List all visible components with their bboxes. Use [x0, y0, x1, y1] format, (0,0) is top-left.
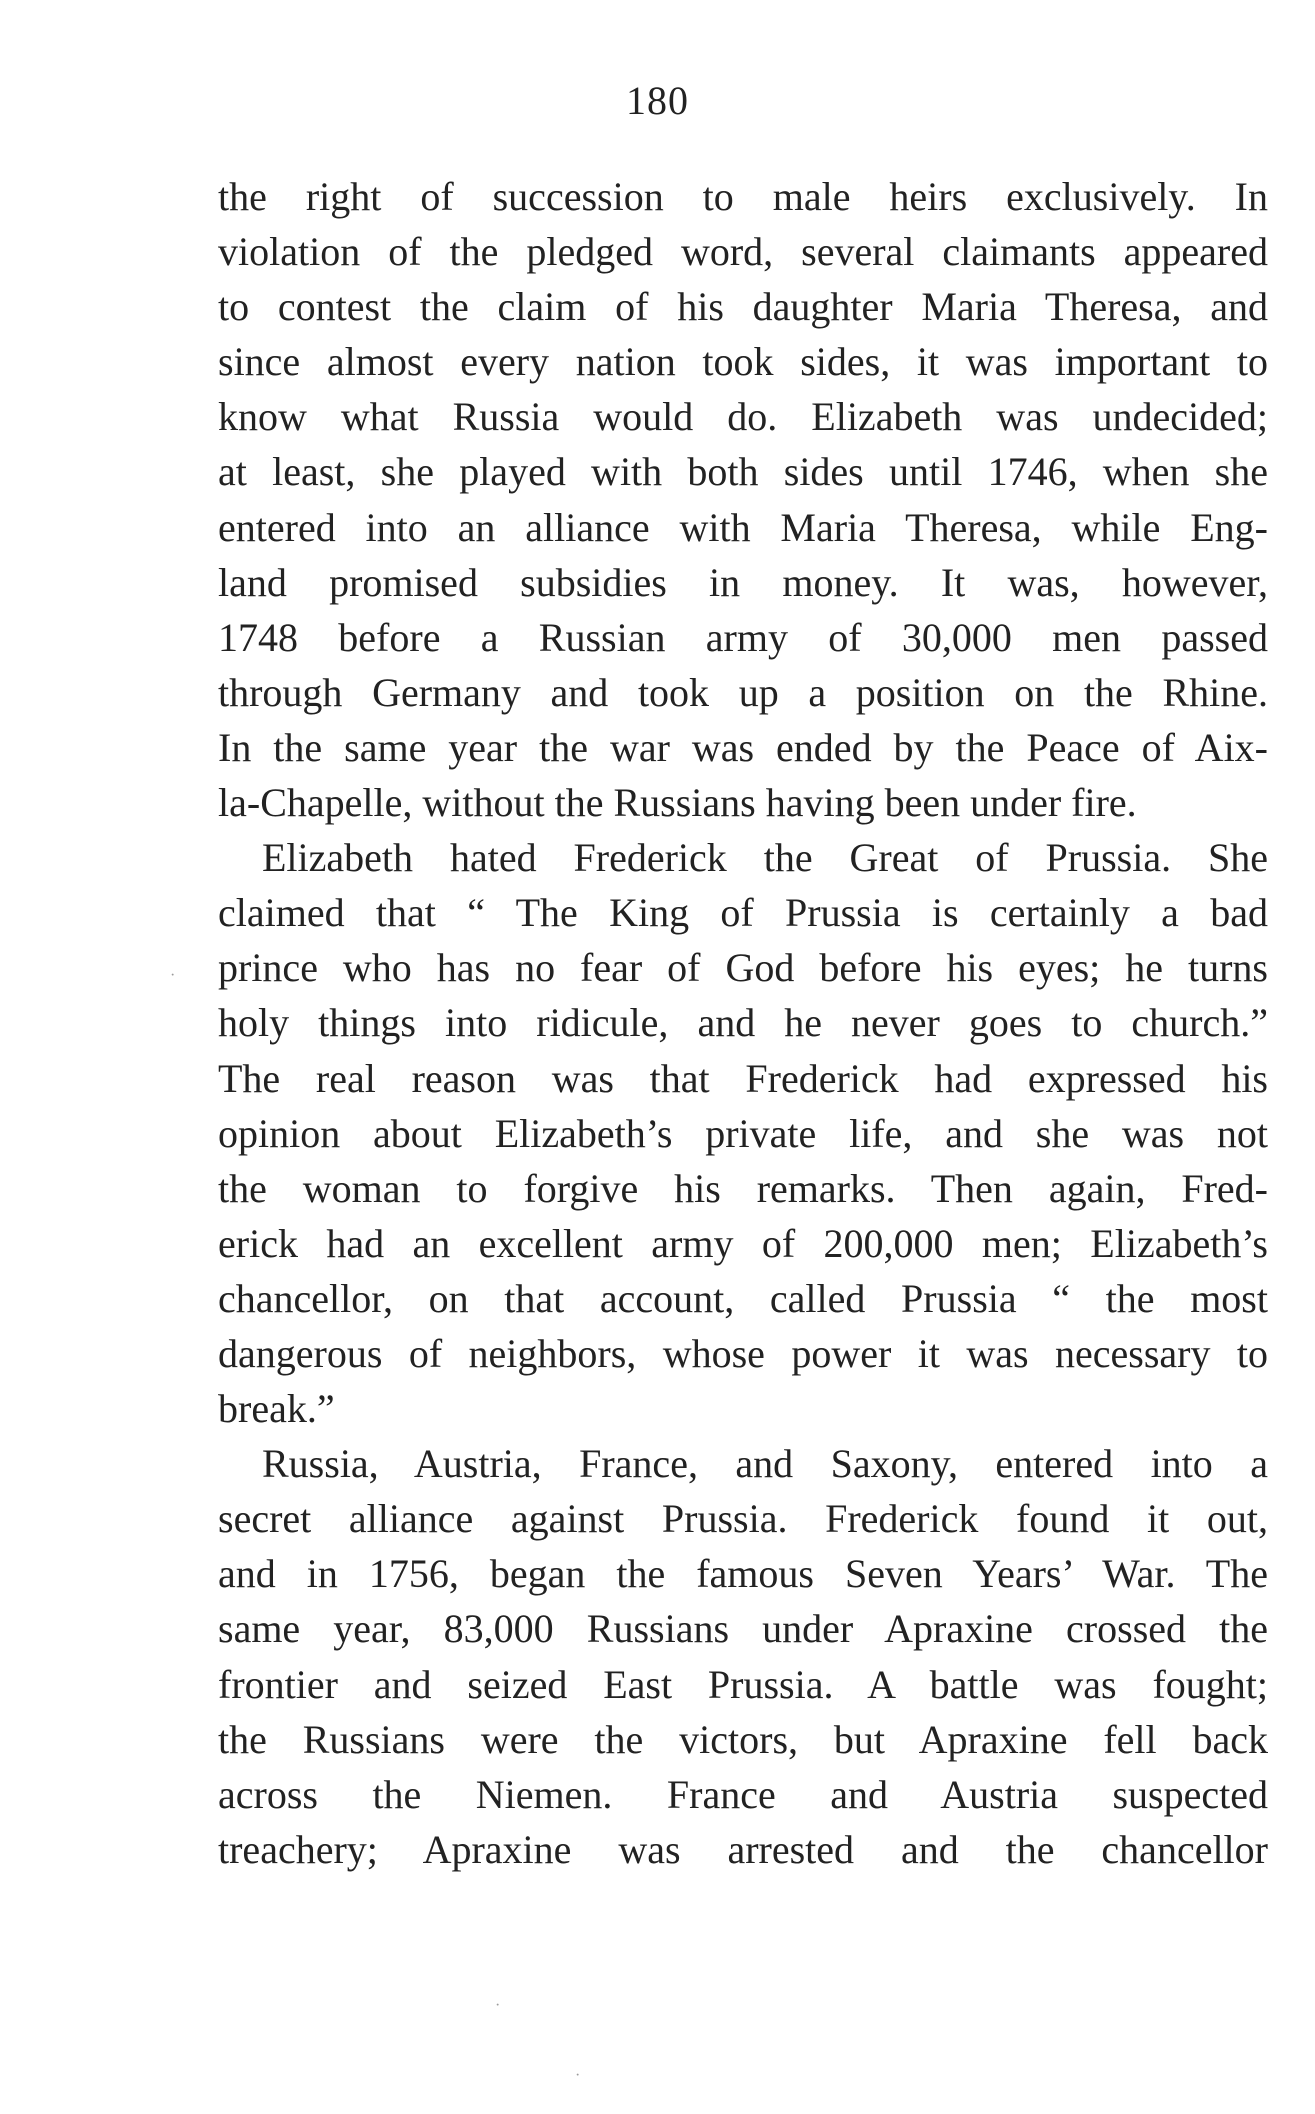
- text-line: know what Russia would do. Elizabeth was undecided;: [218, 394, 1268, 440]
- text-line: frontier and seized East Prussia. A battle was fought;: [218, 1661, 1268, 1707]
- text-line: chancellor, on that account, called Prussia “ the most: [218, 1275, 1268, 1321]
- paragraph-start-line: Russia, Austria, France, and Saxony, entered into a: [262, 1441, 1268, 1487]
- text-line: the Russians were the victors, but Apraxine fell back: [218, 1716, 1268, 1762]
- text-line: erick had an excellent army of 200,000 men; Elizabeth’s: [218, 1220, 1268, 1266]
- text-line: same year, 83,000 Russians under Apraxine crossed the: [218, 1606, 1268, 1652]
- text-line: through Germany and took up a position on the Rhine.: [218, 669, 1268, 715]
- text-line: dangerous of neighbors, whose power it was necessary to: [218, 1330, 1268, 1376]
- paragraph-start-line: Elizabeth hated Frederick the Great of Prussia. She: [262, 835, 1268, 881]
- text-line: and in 1756, began the famous Seven Years’ War. The: [218, 1551, 1268, 1597]
- text-line: In the same year the war was ended by the Peace of Aix-: [218, 724, 1268, 770]
- text-line: entered into an alliance with Maria Theresa, while Eng-: [218, 504, 1268, 550]
- text-line: at least, she played with both sides until 1746, when she: [218, 449, 1268, 495]
- stray-dot: ·: [575, 2067, 581, 2084]
- text-line: 1748 before a Russian army of 30,000 men passed: [218, 614, 1268, 660]
- text-line: holy things into ridicule, and he never goes to church.”: [218, 1000, 1268, 1046]
- page-number: 180: [626, 78, 689, 123]
- text-line: break.”: [218, 1386, 335, 1432]
- text-line: opinion about Elizabeth’s private life, and she was not: [218, 1110, 1268, 1156]
- text-line: to contest the claim of his daughter Maria Theresa, and: [218, 284, 1268, 330]
- text-line: violation of the pledged word, several claimants appeared: [218, 229, 1268, 275]
- body-text: [218, 169, 1268, 1877]
- text-line: the right of succession to male heirs exclusively. In: [218, 174, 1268, 219]
- text-line: la-Chapelle, without the Russians having been under fire.: [218, 780, 1137, 826]
- text-line: prince who has no fear of God before his eyes; he turns: [218, 945, 1268, 991]
- text-line: treachery; Apraxine was arrested and the chancellor: [218, 1826, 1268, 1872]
- text-line: secret alliance against Prussia. Frederick found it out,: [218, 1496, 1268, 1542]
- text-line: The real reason was that Frederick had expressed his: [218, 1055, 1268, 1101]
- text-line: across the Niemen. France and Austria suspected: [218, 1771, 1268, 1817]
- text-line: land promised subsidies in money. It was, however,: [218, 559, 1268, 605]
- text-line: claimed that “ The King of Prussia is certainly a bad: [218, 890, 1268, 936]
- stray-dot: ·: [495, 1997, 501, 2014]
- text-line: since almost every nation took sides, it was important to: [218, 339, 1268, 385]
- text-line: the woman to forgive his remarks. Then again, Fred-: [218, 1165, 1268, 1211]
- stray-dot: ·: [170, 967, 176, 984]
